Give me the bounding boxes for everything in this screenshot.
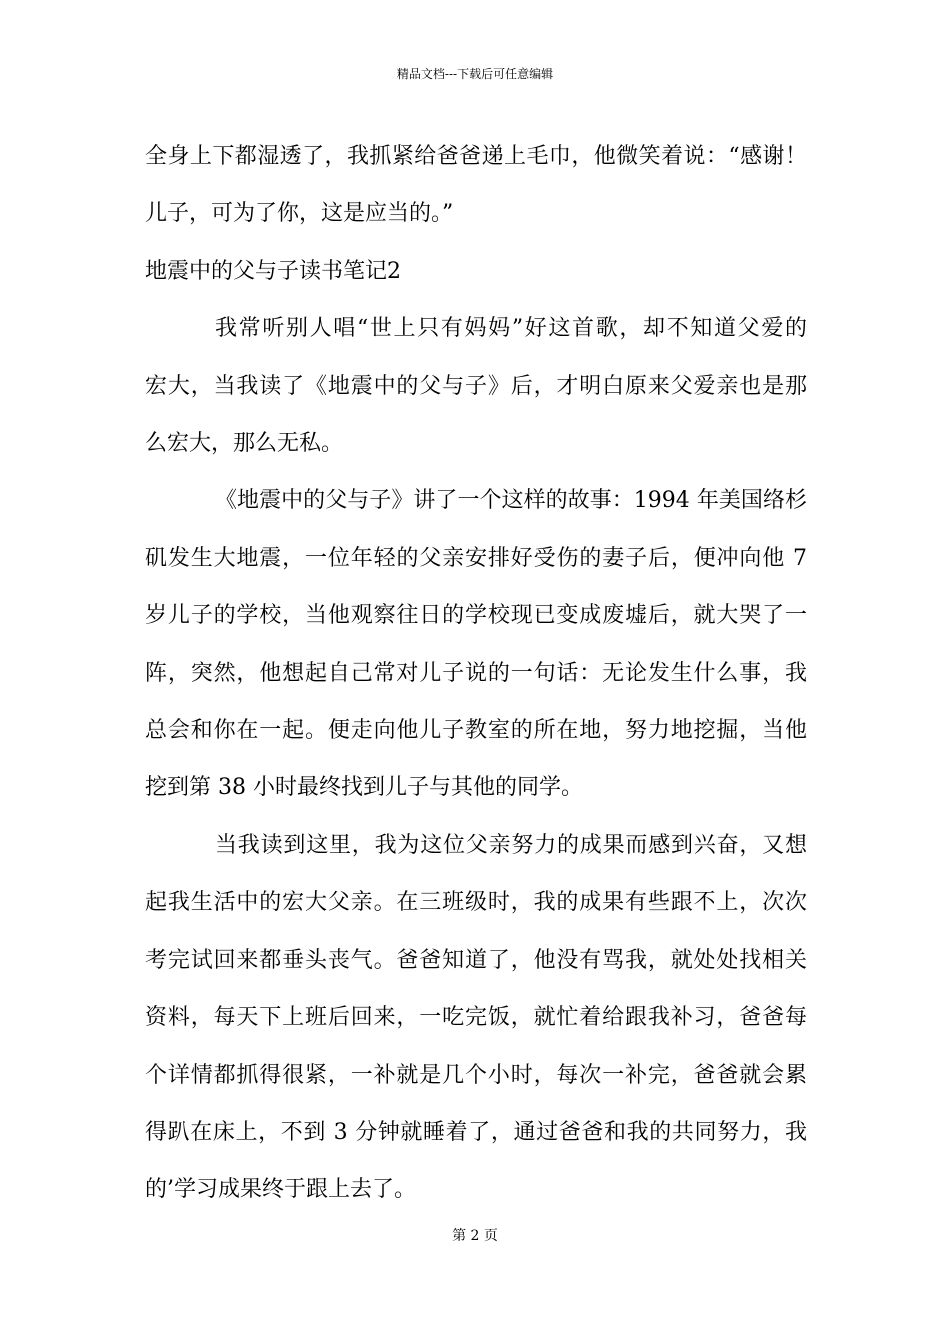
paragraph-1	[145, 300, 807, 472]
text-line: 我常听别人唱“世上只有妈妈”好这首歌，却不知道父爱的	[215, 316, 807, 342]
page-number: 第 2 页	[452, 1228, 498, 1244]
text-line: 考完试回来都垂头丧气。爸爸知道了，他没有骂我，就处处找相关	[145, 947, 807, 973]
header-text: 精品文档---下载后可任意编辑	[396, 67, 554, 81]
page-header	[0, 64, 950, 84]
text-line: 阵，突然，他想起自己常对儿子说的一句话：无论发生什么事，我	[145, 660, 807, 686]
text-line: 资料，每天下上班后回来，一吃完饭，就忙着给跟我补习，爸爸每	[145, 1005, 807, 1031]
text-line: 总会和你在一起。便走向他儿子教室的所在地，努力地挖掘，当他	[145, 718, 807, 744]
text-line: 个详情都抓得很紧，一补就是几个小时，每次一补完，爸爸就会累	[145, 1062, 807, 1088]
text-line: 挖到第 38 小时最终找到儿子与其他的同学。	[145, 775, 583, 801]
text-line: 全身上下都湿透了，我抓紧给爸爸递上毛巾，他微笑着说：“感谢！	[145, 144, 807, 169]
text-line: 起我生活中的宏大父亲。在三班级时，我的成果有些跟不上，次次	[145, 890, 807, 916]
page-footer	[0, 1226, 950, 1246]
section-heading: 地震中的父与子读书笔记2	[145, 258, 401, 284]
paragraph-3	[145, 817, 807, 1219]
paragraph-continuation	[145, 128, 807, 243]
text-line: 当我读到这里，我为这位父亲努力的成果而感到兴奋，又想	[215, 832, 807, 858]
text-line: 么宏大，那么无私。	[145, 431, 344, 457]
text-line: 的’学习成果终于跟上去了。	[145, 1177, 416, 1203]
paragraph-2	[145, 472, 807, 816]
text-line: 宏大，当我读了《地震中的父与子》后，才明白原来父爱亲也是那	[145, 373, 807, 399]
text-line: 得趴在床上，不到 3 分钟就睡着了，通过爸爸和我的共同努力，我	[145, 1119, 807, 1145]
text-line: 矶发生大地震，一位年轻的父亲安排好受伤的妻子后，便冲向他 7	[145, 545, 807, 571]
text-line: 《地震中的父与子》讲了一个这样的故事：1994 年美国络杉	[215, 488, 807, 514]
text-line: 儿子，可为了你，这是应当的。”	[145, 201, 454, 227]
document-body	[145, 128, 807, 1219]
text-line: 岁儿子的学校，当他观察往日的学校现已变成废墟后，就大哭了一	[145, 603, 807, 629]
